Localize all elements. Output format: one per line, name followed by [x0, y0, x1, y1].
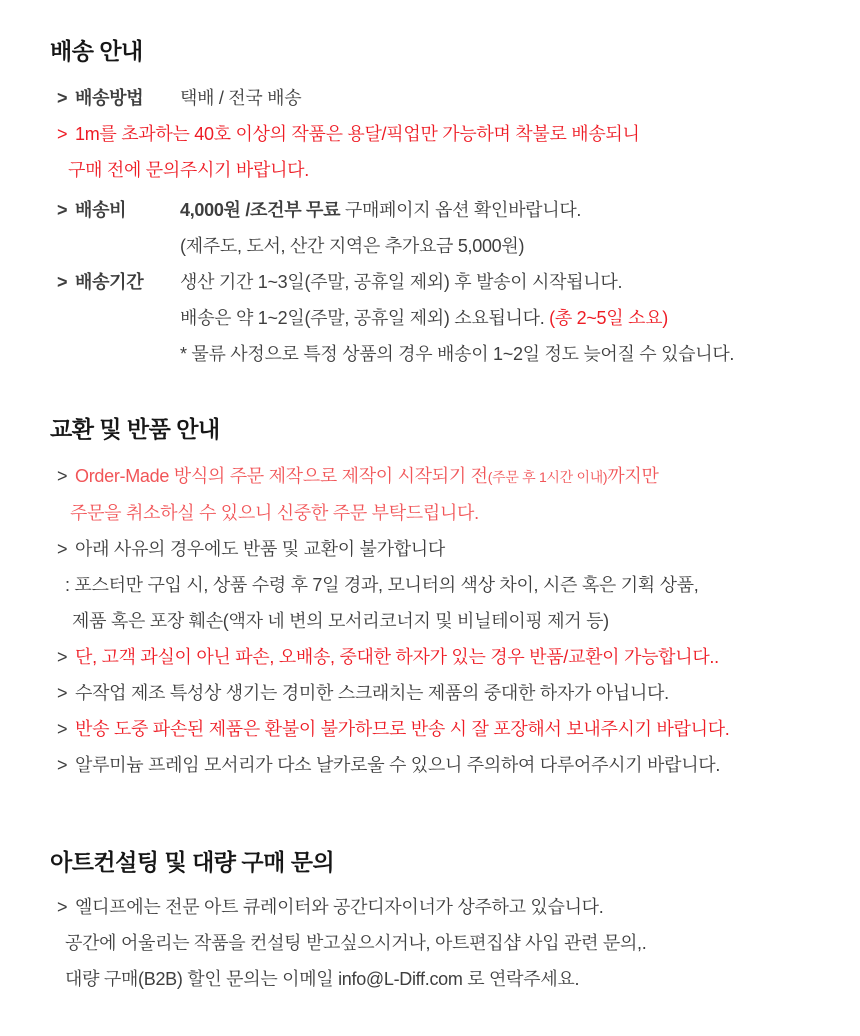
bullet-icon: >: [57, 466, 68, 486]
shipping-fee-extra-note-text: (제주도, 도서, 산간 지역은 추가요금 5,000원): [180, 236, 525, 256]
bullet-icon: >: [57, 200, 68, 220]
bullet-icon: >: [57, 539, 68, 559]
no-return-case-line1: [50, 567, 830, 603]
b2b-inquiry-pre: 대량 구매(B2B) 할인 문의는 이메일: [65, 969, 339, 989]
shipping-method-row: [50, 80, 830, 116]
oversize-warning-text: 1m를 초과하는 40호 이상의 작품은 용달/픽업만 가능하며 착불로 배송되니: [75, 124, 640, 144]
bullet-icon: >: [57, 647, 68, 667]
order-made-cancel-text: [75, 458, 659, 495]
shipping-fee-option-note: 구매페이지 옵션 확인바랍니다.: [340, 200, 582, 220]
period-duration-text: 배송은 약 1~2일(주말, 공휴일 제외) 소요됩니다.: [180, 308, 550, 328]
bullet-icon: >: [57, 755, 68, 775]
shipping-period-label: 배송기간: [75, 272, 144, 292]
scratch-note-row: [50, 675, 830, 711]
no-return-case-line2: [50, 603, 830, 639]
shipping-fee-row: [50, 192, 830, 228]
shipping-oversize-warning-line1: [50, 116, 830, 152]
scratch-note-text: 수작업 제조 특성상 생기는 경미한 스크래치는 제품의 중대한 하자가 아닙니다.: [75, 683, 669, 703]
shipping-section-title: 배송 안내: [50, 38, 143, 64]
cancel-deadline-parenthetical: (주문 후 1시간 이내): [487, 469, 608, 485]
shipping-period-line2-text: [180, 300, 668, 336]
no-return-case2-text: 제품 혹은 포장 훼손(액자 네 변의 모서리코너지 및 비닐테이핑 제거 등): [72, 611, 609, 631]
shipping-method-label: 배송방법: [75, 88, 144, 108]
consulting-line1-text: 엘디프에는 전문 아트 큐레이터와 공간디자이너가 상주하고 있습니다.: [75, 897, 604, 917]
return-damage-warning-row: [50, 711, 830, 747]
no-return-intro-row: [50, 531, 830, 567]
order-made-cancel-line1: [50, 458, 830, 495]
bullet-icon: >: [57, 683, 68, 703]
cancel-caution-text: 주문을 취소하실 수 있으니 신중한 주문 부탁드립니다.: [70, 503, 479, 523]
cancel-deadline-pre: Order-Made 방식의 주문 제작으로 제작이 시작되기 전: [75, 466, 488, 486]
frame-caution-row: [50, 747, 830, 783]
order-made-cancel-line2: [50, 495, 830, 531]
return-damage-warning-text: 반송 도중 파손된 제품은 환불이 불가하므로 반송 시 잘 포장해서 보내주시기 바랍니다.: [75, 719, 730, 739]
period-total-days-red: (총 2~5일 소요): [549, 308, 668, 328]
oversize-warning-text-cont: 구매 전에 문의주시기 바랍니다.: [68, 160, 309, 180]
bullet-icon: >: [57, 88, 68, 108]
frame-caution-text: 알루미늄 프레임 모서리가 다소 날카로울 수 있으니 주의하여 다루어주시기 바랍니다.: [75, 755, 721, 775]
b2b-inquiry-post: 로 연락주세요.: [462, 969, 580, 989]
consulting-line1-row: [50, 889, 830, 925]
shipping-fee-label: 배송비: [75, 200, 127, 220]
shipping-period-line1: 생산 기간 1~3일(주말, 공휴일 제외) 후 발송이 시작됩니다.: [180, 272, 623, 292]
shipping-period-delay-note-text: * 물류 사정으로 특정 상품의 경우 배송이 1~2일 정도 늦어질 수 있습니다.: [180, 344, 735, 364]
cancel-deadline-post: 까지만: [607, 466, 659, 486]
consulting-line2-text: 공간에 어울리는 작품을 컨설팅 받고싶으시거나, 아트편집샵 사입 관련 문의,.: [65, 933, 647, 953]
returns-section-title: 교환 및 반품 안내: [50, 416, 220, 442]
shipping-period-line2: [50, 300, 830, 336]
shipping-fee-amount: 4,000원 /조건부 무료: [180, 200, 341, 220]
bullet-icon: >: [57, 719, 68, 739]
consulting-line3-text: [65, 961, 579, 997]
shipping-fee-value: [180, 192, 581, 228]
consulting-line2-row: [50, 925, 830, 961]
shipping-period-delay-note: [50, 336, 830, 372]
shipping-period-row: [50, 264, 830, 300]
contact-email: info@L-Diff.com: [338, 969, 463, 989]
shipping-fee-extra-note: [50, 228, 830, 264]
no-return-intro-text: 아래 사유의 경우에도 반품 및 교환이 불가합니다: [75, 539, 445, 559]
shipping-method-value: 택배 / 전국 배송: [180, 88, 302, 108]
consulting-line3-row: [50, 961, 830, 997]
return-exception-row: [50, 639, 830, 675]
bullet-icon: >: [57, 124, 68, 144]
bullet-icon: >: [57, 272, 68, 292]
no-return-case1-text: : 포스터만 구입 시, 상품 수령 후 7일 경과, 모니터의 색상 차이, 시즌 혹은 기획 상품,: [65, 575, 699, 595]
bullet-icon: >: [57, 897, 68, 917]
consulting-section-title: 아트컨설팅 및 대량 구매 문의: [50, 849, 335, 875]
shipping-oversize-warning-line2: [50, 152, 830, 188]
return-exception-text: 단, 고객 과실이 아닌 파손, 오배송, 중대한 하자가 있는 경우 반품/교환이 가능합니다..: [75, 647, 719, 667]
